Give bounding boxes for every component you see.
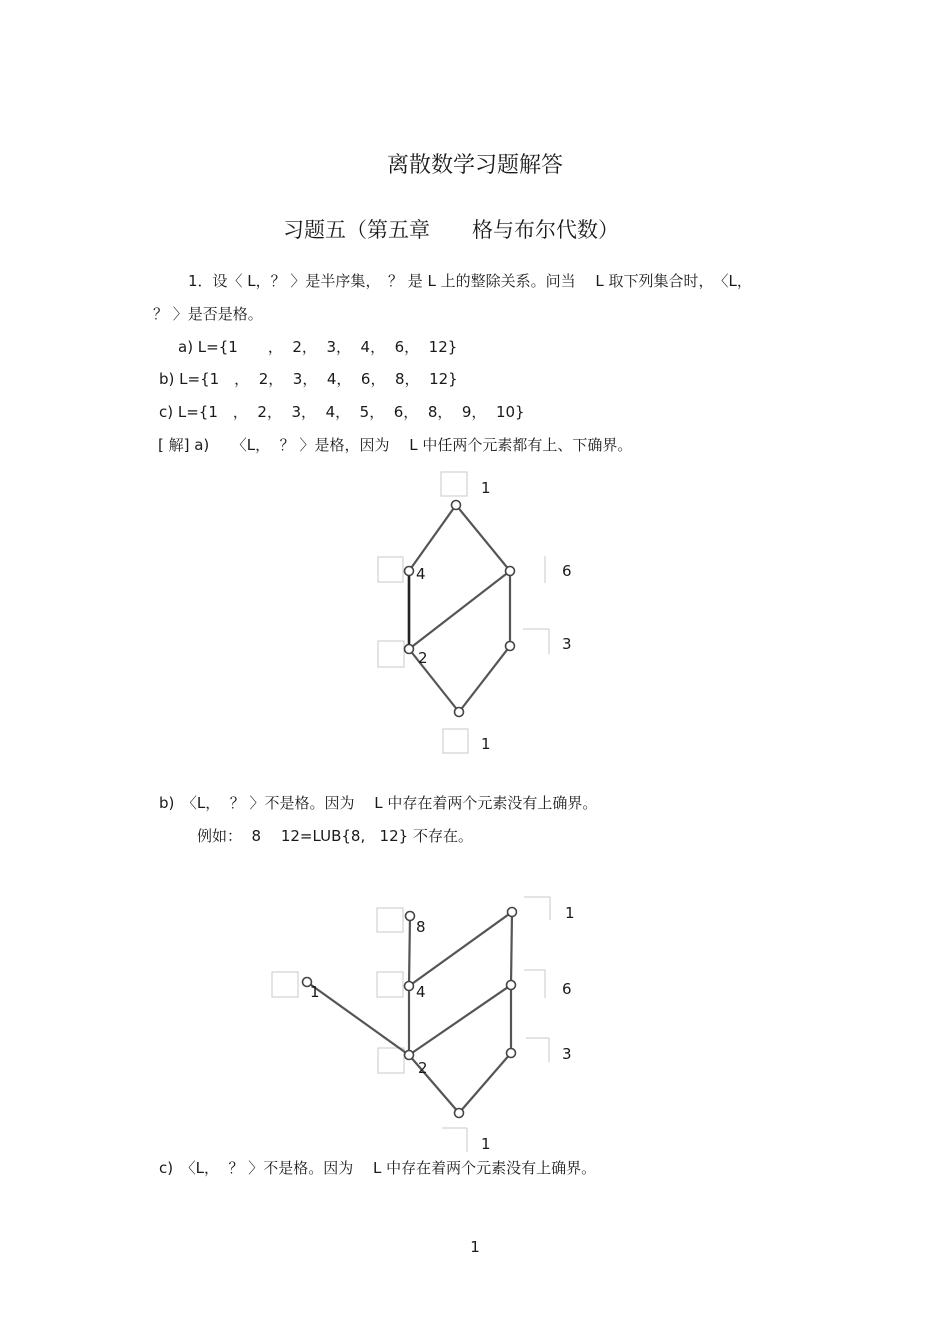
label-b-1: 1 [310, 983, 320, 1001]
node-b-3 [507, 1049, 516, 1058]
edge-b-top-6 [511, 912, 512, 985]
node-b-6 [507, 981, 516, 990]
page-number: 1 [470, 1238, 480, 1256]
node-b-4 [405, 982, 414, 991]
label-a-2: 2 [418, 649, 428, 667]
problem-statement-line-1: 1．设〈 L，？ 〉是半序集， ？ 是 L 上的整除关系。问当 L 取下列集合时， 〈L， [188, 272, 752, 290]
label-b-3: 3 [562, 1045, 572, 1063]
label-b-bottom: 1 [481, 1135, 491, 1153]
problem-option-a: a) L={1 ， 2， 3， 4， 6， 12} [178, 338, 458, 356]
label-a-6: 6 [562, 562, 572, 580]
node-b-2 [405, 1051, 414, 1060]
document-title: 离散数学习题解答 [386, 153, 563, 178]
edge-b-8-4 [409, 916, 410, 986]
node-b-top [508, 908, 517, 917]
edge-b-3-bottom [459, 1053, 511, 1113]
solution-b-example: 例如： 8 12=LUB{8, 12} 不存在。 [197, 827, 473, 845]
solution-b: b) 〈L， ？ 〉不是格。因为 L 中存在着两个元素没有上确界。 [159, 794, 598, 812]
node-b-bottom [455, 1109, 464, 1118]
label-b-6: 6 [562, 980, 572, 998]
problem-option-b: b) L={1 ， 2， 3， 4， 6， 8， 12} [159, 370, 458, 388]
edge-b-1-2 [307, 982, 409, 1055]
label-a-4: 4 [416, 565, 426, 583]
node-b-8 [406, 912, 415, 921]
label-b-2: 2 [418, 1059, 428, 1077]
edge-b-2-bottom [409, 1055, 459, 1113]
solution-c: c) 〈L， ？ 〉不是格。因为 L 中存在着两个元素没有上确界。 [159, 1159, 597, 1177]
label-b-top: 1 [565, 904, 575, 922]
diagram-b-placeholder-boxes [272, 897, 550, 1152]
label-a-3: 3 [562, 635, 572, 653]
label-b-4: 4 [416, 983, 426, 1001]
label-b-8: 8 [416, 918, 426, 936]
label-a-top: 1 [481, 479, 491, 497]
problem-statement-line-2: ？ 〉是否是格。 [153, 305, 263, 323]
section-title: 习题五（第五章 格与布尔代数） [283, 218, 619, 242]
problem-option-c: c) L={1 ， 2， 3， 4， 5， 6， 8， 9， 10} [159, 403, 525, 421]
label-a-bottom: 1 [481, 735, 491, 753]
solution-a: [ 解] a) 〈L， ？ 〉是格，因为 L 中任两个元素都有上、下确界。 [158, 436, 633, 454]
